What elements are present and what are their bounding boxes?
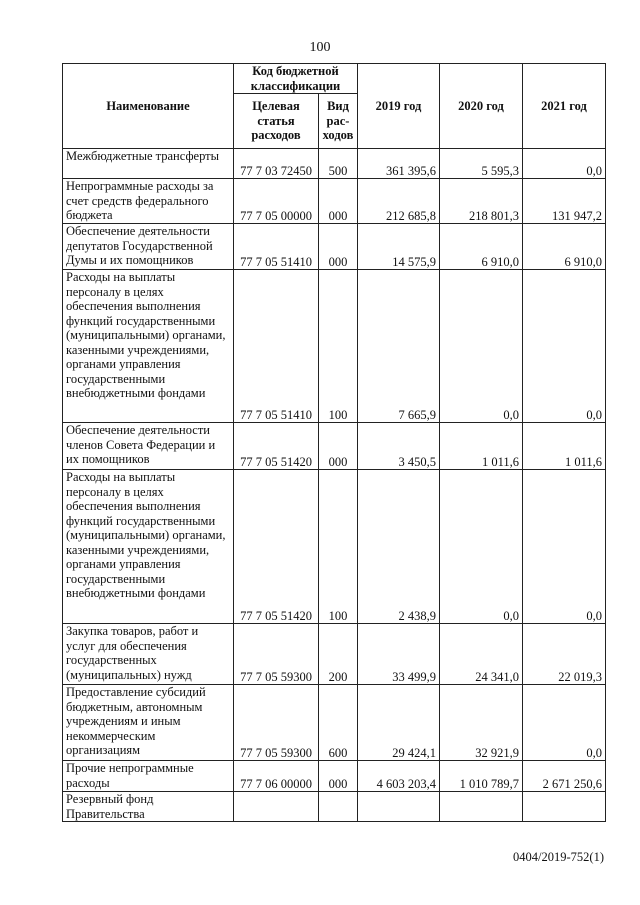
row-name: Обеспечение деятельности депутатов Государственной Думы и их помощников: [63, 224, 234, 270]
table-row: [63, 685, 606, 761]
table-row: [63, 624, 606, 685]
table-row: [63, 270, 606, 423]
header-2019: 2019 год: [358, 64, 440, 149]
row-2021: 0,0: [523, 149, 606, 179]
row-code: 77 7 05 00000: [234, 179, 319, 224]
row-vid: [319, 792, 358, 822]
row-2021: [523, 792, 606, 822]
table-row: [63, 224, 606, 270]
table-row: [63, 179, 606, 224]
row-2020: 1 010 789,7: [440, 761, 523, 792]
row-name: Прочие непрограммные расходы: [63, 761, 234, 792]
row-vid: 100: [319, 470, 358, 624]
row-code: 77 7 05 51410: [234, 224, 319, 270]
row-2020: 32 921,9: [440, 685, 523, 761]
row-2019: [358, 792, 440, 822]
row-2019: 14 575,9: [358, 224, 440, 270]
row-vid: 000: [319, 423, 358, 470]
table-row: [63, 149, 606, 179]
header-expense-type: Вид рас-ходов: [319, 94, 358, 149]
row-2019: 4 603 203,4: [358, 761, 440, 792]
row-code: 77 7 05 51410: [234, 270, 319, 423]
row-name: Расходы на выплаты персоналу в целях обеспечения выполнения функций государственными (муниципальными) органами, казенными учреждениями, органами управления государственными внебюджетными фондами: [63, 270, 234, 423]
row-vid: 000: [319, 761, 358, 792]
row-2019: 29 424,1: [358, 685, 440, 761]
row-code: 77 7 05 51420: [234, 423, 319, 470]
row-2019: 3 450,5: [358, 423, 440, 470]
header-kbk: Код бюджетной классификации: [234, 64, 358, 94]
table-row: [63, 423, 606, 470]
page-number: 100: [309, 40, 331, 55]
row-2019: 361 395,6: [358, 149, 440, 179]
header-2021: 2021 год: [523, 64, 606, 149]
row-2021: 1 011,6: [523, 423, 606, 470]
row-2021: 0,0: [523, 470, 606, 624]
row-2020: 0,0: [440, 470, 523, 624]
row-2021: 6 910,0: [523, 224, 606, 270]
row-2020: 218 801,3: [440, 179, 523, 224]
row-vid: 100: [319, 270, 358, 423]
row-name: Обеспечение деятельности членов Совета Федерации и их помощников: [63, 423, 234, 470]
document-code: 0404/2019-752(1): [513, 850, 604, 864]
row-name: Расходы на выплаты персоналу в целях обеспечения выполнения функций государственными (муниципальными) органами, казенными учреждениями, органами управления государственными внебюджетными фондами: [63, 470, 234, 624]
header-2020: 2020 год: [440, 64, 523, 149]
row-2019: 2 438,9: [358, 470, 440, 624]
row-name: Непрограммные расходы за счет средств федерального бюджета: [63, 179, 234, 224]
row-2021: 0,0: [523, 685, 606, 761]
row-vid: 600: [319, 685, 358, 761]
row-2019: 33 499,9: [358, 624, 440, 685]
table-row: [63, 792, 606, 822]
row-2021: 131 947,2: [523, 179, 606, 224]
row-vid: 000: [319, 179, 358, 224]
row-2020: 6 910,0: [440, 224, 523, 270]
row-name: Межбюджетные трансферты: [63, 149, 234, 179]
row-code: 77 7 06 00000: [234, 761, 319, 792]
row-vid: 500: [319, 149, 358, 179]
row-2021: 0,0: [523, 270, 606, 423]
budget-table: [62, 63, 606, 822]
row-2020: 5 595,3: [440, 149, 523, 179]
row-name: Предоставление субсидий бюджетным, автономным учреждениям и иным некоммерческим организациям: [63, 685, 234, 761]
row-2020: [440, 792, 523, 822]
row-code: 77 7 03 72450: [234, 149, 319, 179]
row-2019: 212 685,8: [358, 179, 440, 224]
header-target-article: Целевая статья расходов: [234, 94, 319, 149]
row-code: [234, 792, 319, 822]
row-name: Резервный фонд Правительства: [63, 792, 234, 822]
header-name: Наименование: [63, 64, 234, 149]
row-code: 77 7 05 51420: [234, 470, 319, 624]
row-vid: 000: [319, 224, 358, 270]
row-vid: 200: [319, 624, 358, 685]
table-row: [63, 761, 606, 792]
row-2020: 0,0: [440, 270, 523, 423]
row-2021: 2 671 250,6: [523, 761, 606, 792]
row-2019: 7 665,9: [358, 270, 440, 423]
table-row: [63, 470, 606, 624]
row-2020: 24 341,0: [440, 624, 523, 685]
row-code: 77 7 05 59300: [234, 685, 319, 761]
row-2020: 1 011,6: [440, 423, 523, 470]
row-name: Закупка товаров, работ и услуг для обеспечения государственных (муниципальных) нужд: [63, 624, 234, 685]
row-2021: 22 019,3: [523, 624, 606, 685]
row-code: 77 7 05 59300: [234, 624, 319, 685]
